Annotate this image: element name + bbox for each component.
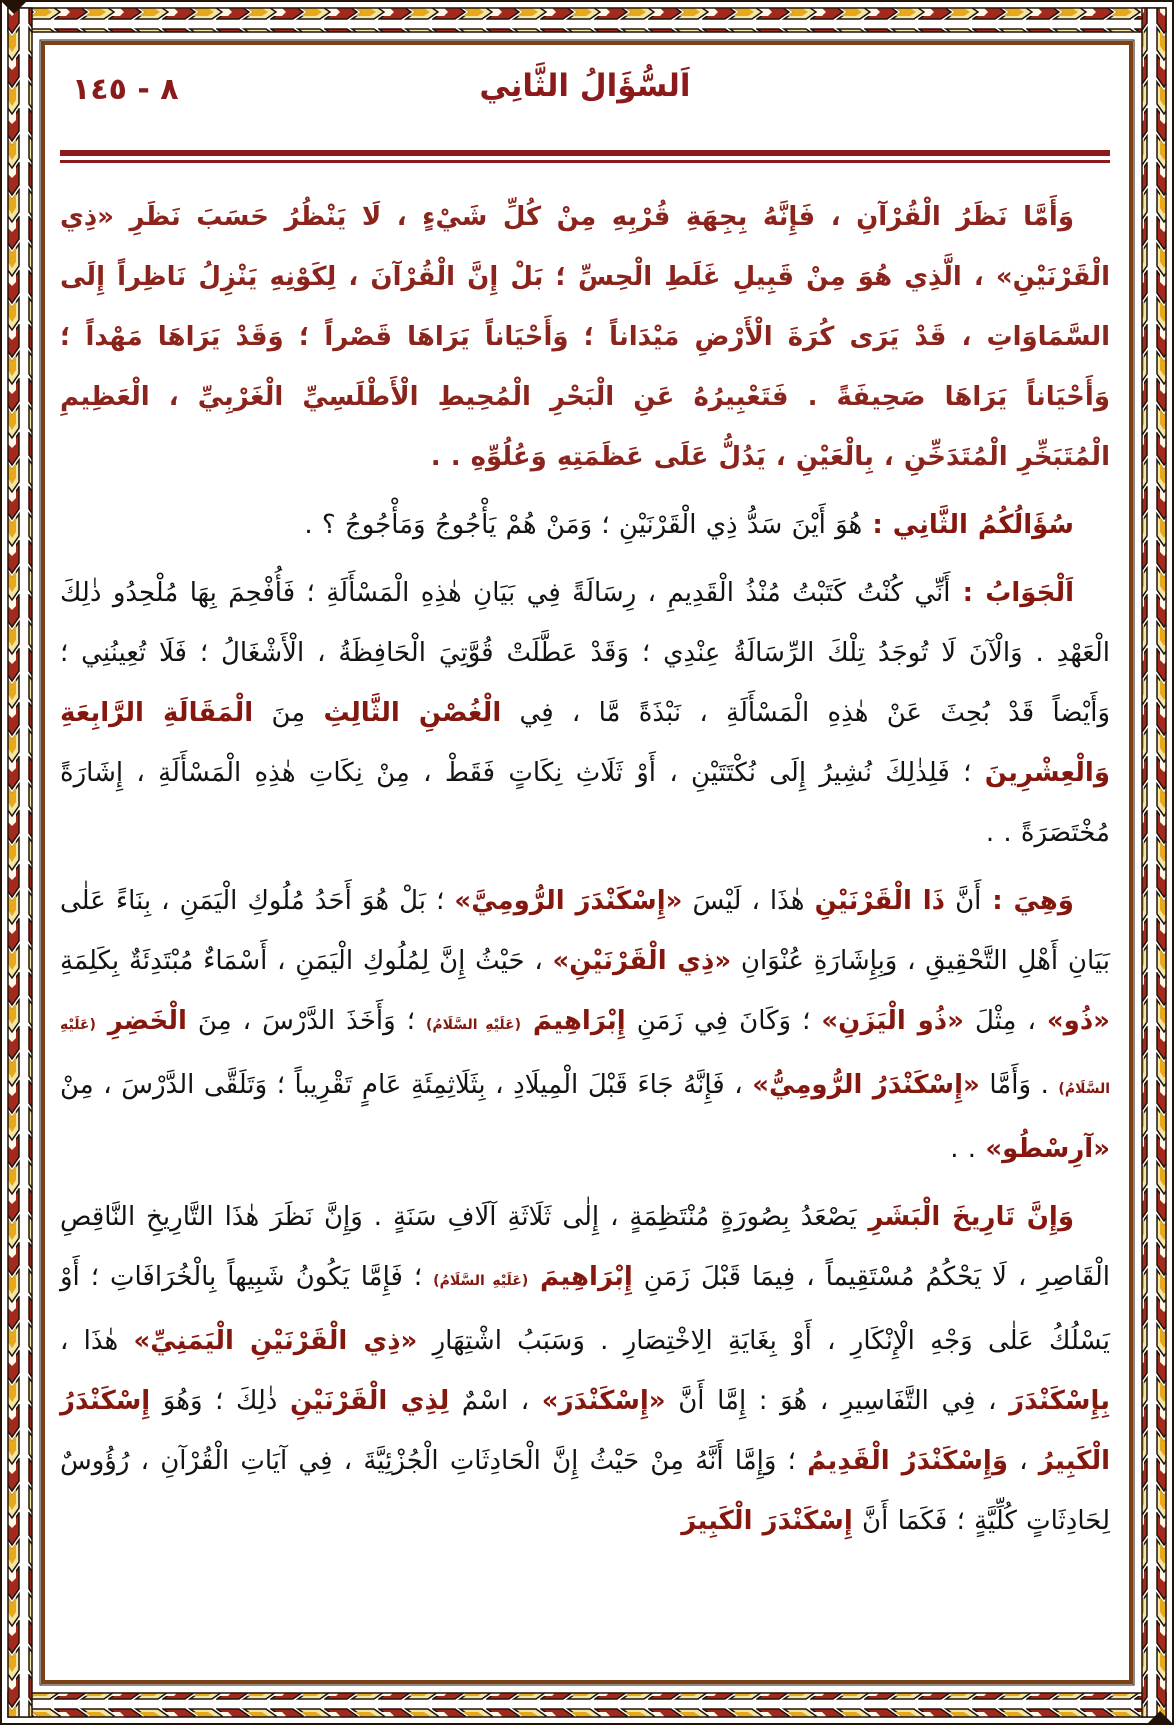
text-segment: بِإِسْكَنْدَرَ: [1009, 1386, 1110, 1416]
text-segment: ، اسْمٌ: [449, 1386, 542, 1416]
text-segment: هٰذَا ،: [60, 1326, 134, 1356]
page-title: اَلسُّؤَالُ الثَّانِي: [479, 68, 691, 104]
text-segment: إِسْكَنْدَرُ الْكَبِيرُ: [60, 1386, 1110, 1476]
text-segment: «إِسْكَنْدَرَ الرُّومِيَّ»: [454, 886, 683, 916]
text-segment: ، مِثْلَ: [963, 1006, 1047, 1036]
text-segment: وَإِنَّ تَارِيخَ الْبَشَرِ: [856, 1202, 1074, 1232]
body-text: [58, 183, 1112, 1551]
page-content: [58, 46, 1112, 1559]
text-segment: يَصْعَدُ بِصُورَةٍ مُنْتَظِمَةٍ ، إِلٰى ثَلَاثَةِ آلَافِ سَنَةٍ . وَإِنَّ نَظَرَ هٰذَا التَّارِيخِ النَّاقِصِ الْقَاصِرِ ، لَا يَحْكُمُ مُسْتَقِيماً ، فِيمَا قَبْلَ زَمَنِ: [60, 1202, 1110, 1292]
page-number: ٨ - ١٤٥: [72, 72, 179, 107]
text-segment: . وَأَمَّا: [979, 1070, 1059, 1100]
text-segment: «ذُو»: [1046, 1006, 1110, 1036]
text-segment: هٰذَا ، لَيْسَ: [682, 886, 815, 916]
text-segment: الْخَضِرِ: [95, 1006, 187, 1036]
text-segment: ؛ وَإِمَّا أَنَّهُ مِنْ حَيْثُ إِنَّ الْحَادِثَاتِ الْجُزْئِيَّةَ ، فِي آيَاتِ الْقُرْآنِ ، رُؤُوسٌ لِحَادِثَاتٍ كُلِّيَّةٍ ؛ فَكَمَا أَنَّ: [60, 1446, 1110, 1536]
text-segment: سُؤَالُكُمُ الثَّانِي :: [862, 510, 1074, 540]
text-segment: لِذِي الْقَرْنَيْنِ: [289, 1386, 450, 1416]
text-segment: ذَا الْقَرْنَيْنِ: [814, 886, 946, 916]
honorific-symbol: (عَلَيْهِ السَّلَامُ): [433, 1273, 529, 1289]
text-segment: اَلْجَوَابُ :: [950, 578, 1074, 608]
text-segment: وَإِسْكَنْدَرُ الْقَدِيمُ: [807, 1446, 1008, 1476]
header-divider: [60, 150, 1110, 163]
text-segment: ، فِي التَّفَاسِيرِ ، هُوَ : إِمَّا أَنَّ: [665, 1386, 1010, 1416]
paragraph: [60, 495, 1110, 555]
text-segment: ؛ وَكَانَ فِي زَمَنِ: [625, 1006, 822, 1036]
text-segment: ذٰلِكَ ؛ وَهُوَ: [150, 1386, 290, 1416]
text-segment: ، فَإِنَّهُ جَاءَ قَبْلَ الْمِيلَادِ ، بِثَلَاثِمِئَةِ عَامٍ تَقْرِيباً ؛ وَتَلَقَّى الدَّرْسَ ، مِنْ: [60, 1070, 753, 1100]
paragraph: [60, 871, 1110, 1179]
text-segment: إِبْرَاهِيمَ: [521, 1006, 626, 1036]
text-segment: «ذِي الْقَرْنَيْنِ»: [552, 946, 732, 976]
text-segment: «إِسْكَنْدَرُ الرُّومِيُّ»: [752, 1070, 980, 1100]
paragraph: [60, 1187, 1110, 1551]
text-segment: «إِسْكَنْدَرَ»: [541, 1386, 666, 1416]
text-segment: أَنِّي كُنْتُ كَتَبْتُ مُنْذُ الْقَدِيمِ ، رِسَالَةً فِي بَيَانِ هٰذِهِ الْمَسْأَلَةِ ؛ فَأُفْحِمَ بِهَا مُلْحِدُو ذٰلِكَ الْعَهْدِ . وَالْآنَ لَا تُوجَدُ تِلْكَ الرِّسَالَةُ عِنْدِي ؛ وَقَدْ عَطَّلَتْ قُوَّتِيَ الْحَافِظَةُ ، الْأَشْغَالُ ؛ فَلَا تُعِينُنِي ؛ وَأَيْضاً قَدْ بُحِثَ عَنْ هٰذِهِ الْمَسْأَلَةِ ، نَبْذَةً مَّا ، فِي: [60, 578, 1110, 728]
text-segment: ؛ فَلِذٰلِكَ نُشِيرُ إِلَى نُكْتَتَيْنِ ، أَوْ ثَلَاثِ نِكَاتٍ فَقَطْ ، مِنْ نِكَاتِ هٰذِهِ الْمَسْأَلَةِ ، إِشَارَةً مُخْتَصَرَةً . .: [60, 758, 1110, 848]
page-header: [58, 46, 1112, 142]
text-segment: ؛ وَأَخَذَ الدَّرْسَ ، مِنَ: [186, 1006, 426, 1036]
text-segment: أَنَّ: [945, 886, 982, 916]
text-segment: ، حَيْثُ إِنَّ لِمُلُوكِ الْيَمَنِ ، أَسْمَاءٌ مُبْتَدِئَةٌ بِكَلِمَةِ: [60, 946, 553, 976]
text-segment: «ذِي الْقَرْنَيْنِ الْيَمَنِيِّ»: [133, 1326, 418, 1356]
text-segment: إِسْكَنْدَرَ الْكَبِيرَ: [681, 1506, 853, 1536]
text-segment: إِبْرَاهِيمَ: [528, 1262, 633, 1292]
text-segment: الْغُصْنِ الثَّالِثِ: [323, 698, 502, 728]
text-segment: ،: [1008, 1446, 1039, 1476]
text-segment: «آرِسْطُو»: [985, 1134, 1110, 1164]
honorific-symbol: (عَلَيْهِ السَّلَامُ): [425, 1017, 522, 1033]
text-segment: وَهِيَ :: [981, 886, 1074, 916]
text-segment: هُوَ أَيْنَ سَدُّ ذِي الْقَرْنَيْنِ ؛ وَمَنْ هُمْ يَأْجُوجُ وَمَأْجُوجُ ؟ .: [304, 510, 863, 540]
text-segment: مِنَ: [253, 698, 324, 728]
honorific-symbol: (عَلَيْهِ السَّلَامُ): [60, 1017, 1111, 1097]
divider-thin-line: [60, 160, 1110, 163]
paragraph: [60, 187, 1110, 487]
text-segment: «ذُو الْيَزَنِ»: [821, 1006, 964, 1036]
paragraph: [60, 563, 1110, 863]
text-segment: ؛ بَلْ هُوَ أَحَدُ مُلُوكِ الْيَمَنِ ، بِنَاءً عَلٰى بَيَانِ أَهْلِ التَّحْقِيقِ ، وَبِإِشَارَةِ عُنْوَانِ: [60, 886, 1110, 976]
text-segment: وَأَمَّا نَظَرُ الْقُرْآنِ ، فَإِنَّهُ بِجِهَةِ قُرْبِهِ مِنْ كُلِّ شَيْءٍ ، لَا يَنْظُرُ حَسَبَ نَظَرِ «ذِي الْقَرْنَيْنِ» ، الَّذِي هُوَ مِنْ قَبِيلِ غَلَطِ الْحِسِّ ؛ بَلْ إِنَّ الْقُرْآنَ ، لِكَوْنِهِ يَنْزِلُ نَاظِراً إِلَى السَّمَاوَاتِ ، قَدْ يَرَى كُرَةَ الْأَرْضِ مَيْدَاناً ؛ وَأَحْيَاناً يَرَاهَا قَصْراً ؛ وَقَدْ يَرَاهَا مَهْداً ؛ وَأَحْيَاناً يَرَاهَا صَحِيفَةً . فَتَعْبِيرُهُ عَنِ الْبَحْرِ الْمُحِيطِ الْأَطْلَسِيِّ الْغَرْبِيِّ ، الْعَظِيمِ الْمُتَبَخِّرِ الْمُتَدَخِّنِ ، بِالْعَيْنِ ، يَدُلُّ عَلَى عَظَمَتِهِ وَعُلُوِّهِ . .: [60, 202, 1110, 472]
text-segment: . .: [950, 1134, 986, 1164]
text-segment: الْمَقَالَةِ الرَّابِعَةِ وَالْعِشْرِينَ: [60, 698, 1110, 788]
text-segment: ؛ فَإِمَّا يَكُونُ شَبِيهاً بِالْخُرَافَاتِ ؛ أَوْ يَسْلُكُ عَلٰى وَجْهِ الْإِنْكَارِ ، أَوْ بِغَايَةِ الِاخْتِصَارِ . وَسَبَبُ اشْتِهَارِ: [60, 1262, 1110, 1356]
